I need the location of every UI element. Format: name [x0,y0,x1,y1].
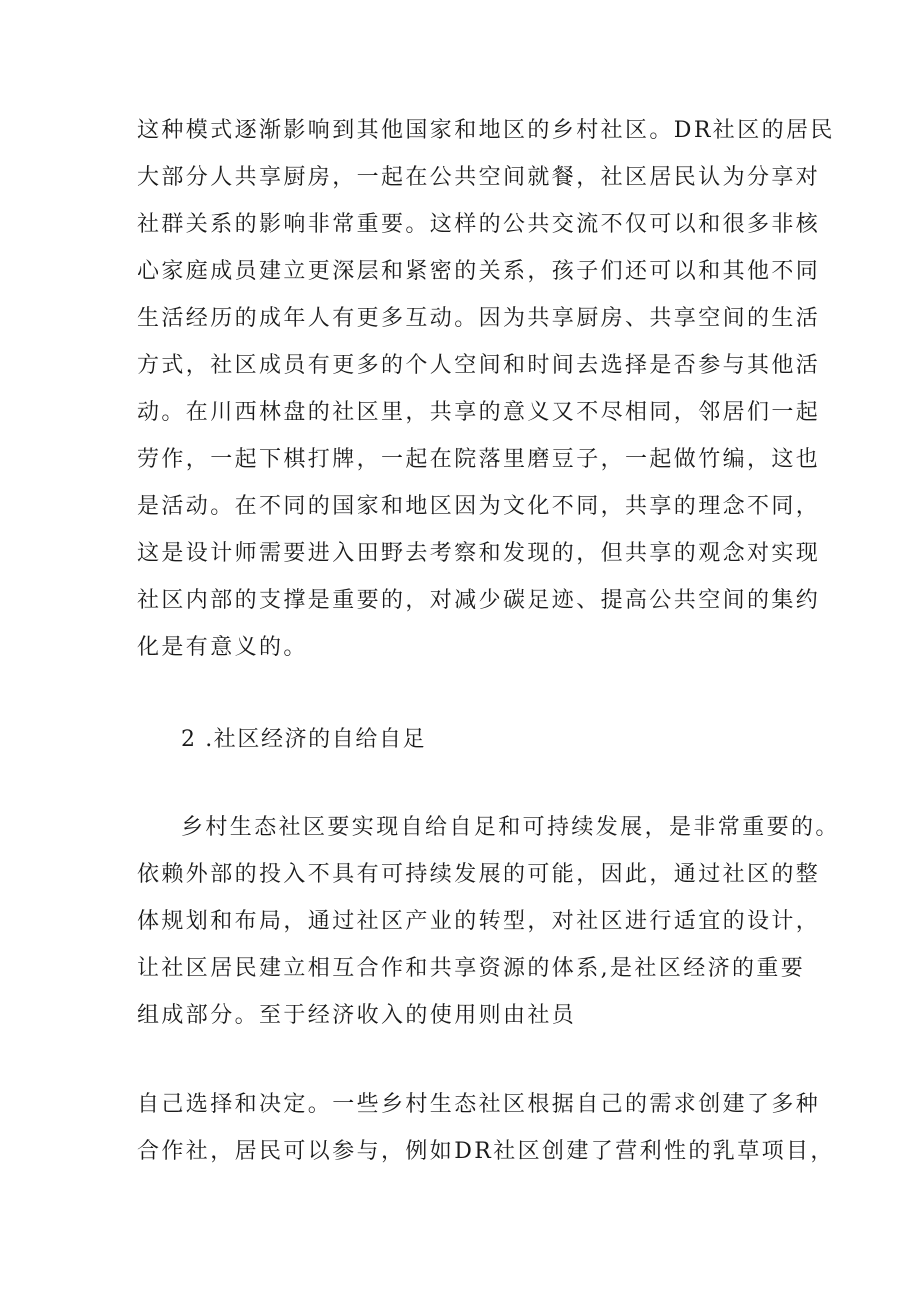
paragraph-2-line: 让社区居民建立相互合作和共享资源的体系,是社区经济的重要 [137,956,806,981]
paragraph-1-line: 社群关系的影响非常重要。这样的公共交流不仅可以和很多非核 [137,212,821,237]
paragraph-1-line: 生活经历的成年人有更多互动。因为共享厨房、共享空间的生活 [137,306,821,331]
paragraph-2-line: 组成部分。至于经济收入的使用则由社员 [137,1003,577,1028]
paragraph-1-line: 社区内部的支撑是重要的，对减少碳足迹、提高公共空间的集约 [137,588,821,613]
paragraph-1-line: 化是有意义的。 [137,635,308,660]
paragraph-1-line: 大部分人共享厨房，一起在公共空间就餐，社区居民认为分享对 [137,165,821,190]
paragraph-3-line: 自己选择和决定。一些乡村生态社区根据自己的需求创建了多种 [137,1092,821,1117]
paragraph-1-line: 这种模式逐渐影响到其他国家和地区的乡村社区。DR社区的居民 [137,118,835,143]
paragraph-1-line: 动。在川西林盘的社区里，共享的意义又不尽相同，邻居们一起 [137,400,821,425]
paragraph-1-line: 心家庭成员建立更深层和紧密的关系，孩子们还可以和其他不同 [137,259,821,284]
paragraph-2-line: 体规划和布局，通过社区产业的转型，对社区进行适宜的设计， [137,909,821,934]
paragraph-3-line: 合作社，居民可以参与，例如DR社区创建了营利性的乳草项目， [137,1139,835,1164]
paragraph-1-line: 劳作，一起下棋打牌，一起在院落里磨豆子，一起做竹编，这也 [137,447,821,472]
paragraph-1-line: 是活动。在不同的国家和地区因为文化不同，共享的理念不同， [137,494,821,519]
paragraph-1-line: 这是设计师需要进入田野去考察和发现的，但共享的观念对实现 [137,541,821,566]
paragraph-2-line: 依赖外部的投入不具有可持续发展的可能，因此，通过社区的整 [137,862,821,887]
section-heading: 2 .社区经济的自给自足 [181,727,427,752]
paragraph-1-line: 方式，社区成员有更多的个人空间和时间去选择是否参与其他活 [137,353,821,378]
paragraph-2-line: 乡村生态社区要实现自给自足和可持续发展，是非常重要的。 [181,815,840,840]
